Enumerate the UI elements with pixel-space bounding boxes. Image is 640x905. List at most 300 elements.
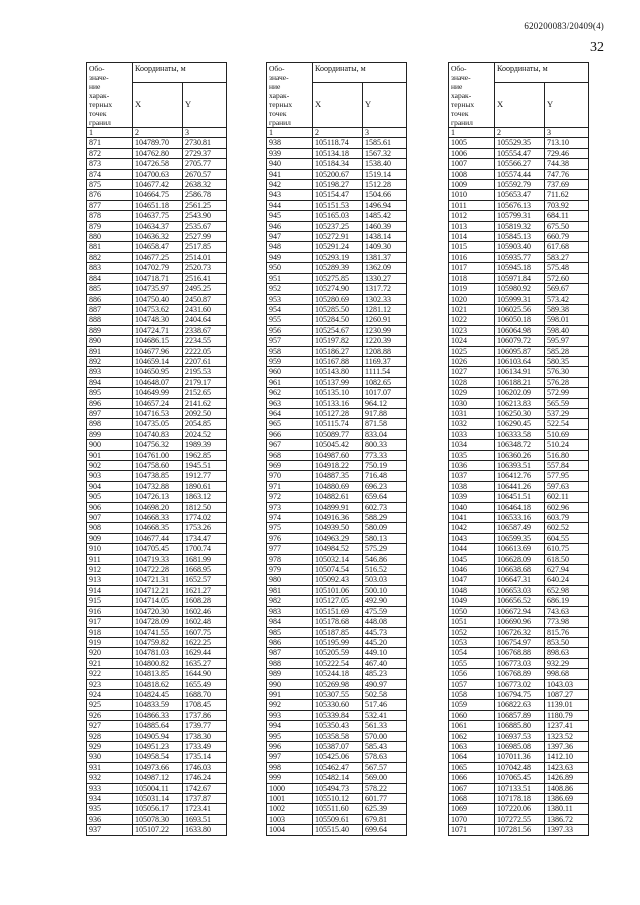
table-row [449, 773, 589, 783]
x-coordinate-cell: 104657.24 [133, 398, 183, 408]
table-row [267, 461, 407, 471]
header-coordinates-group: Координаты, м [495, 63, 589, 83]
table-row [267, 211, 407, 221]
point-number-cell: 1019 [449, 284, 495, 294]
table-row [87, 471, 227, 481]
x-coordinate-cell: 106754.97 [495, 637, 545, 647]
point-number-cell: 874 [87, 169, 133, 179]
table-row [87, 336, 227, 346]
point-number-cell: 957 [267, 336, 313, 346]
y-coordinate-cell: 1733.49 [183, 741, 227, 751]
y-coordinate-cell: 1111.54 [363, 367, 407, 377]
y-coordinate-cell: 1633.80 [183, 825, 227, 835]
table-row [267, 252, 407, 262]
table-row [449, 232, 589, 242]
table-row [87, 492, 227, 502]
y-coordinate-cell: 1945.51 [183, 461, 227, 471]
y-coordinate-cell: 510.69 [545, 429, 589, 439]
y-coordinate-cell: 716.48 [363, 471, 407, 481]
y-coordinate-cell: 595.97 [545, 336, 589, 346]
y-coordinate-cell: 2527.99 [183, 232, 227, 242]
x-coordinate-cell: 104702.79 [133, 263, 183, 273]
y-coordinate-cell: 588.29 [363, 513, 407, 523]
x-coordinate-cell: 105187.85 [313, 627, 363, 637]
x-coordinate-cell: 104781.03 [133, 648, 183, 658]
table-row [87, 377, 227, 387]
point-number-cell: 1004 [267, 825, 313, 835]
y-coordinate-cell: 1567.32 [363, 148, 407, 158]
point-number-cell: 883 [87, 263, 133, 273]
point-number-cell: 1008 [449, 169, 495, 179]
table-row [87, 585, 227, 595]
x-coordinate-cell: 105127.28 [313, 408, 363, 418]
point-number-cell: 1052 [449, 627, 495, 637]
x-coordinate-cell: 106064.98 [495, 325, 545, 335]
point-number-cell: 1057 [449, 679, 495, 689]
page-number: 32 [590, 40, 604, 55]
point-number-cell: 1068 [449, 794, 495, 804]
table-row [267, 273, 407, 283]
y-coordinate-cell: 583.27 [545, 252, 589, 262]
y-coordinate-cell: 502.58 [363, 689, 407, 699]
x-coordinate-cell: 104668.35 [133, 523, 183, 533]
x-coordinate-cell: 107042.48 [495, 762, 545, 772]
y-coordinate-cell: 684.11 [545, 211, 589, 221]
table-row [87, 513, 227, 523]
table-row [449, 159, 589, 169]
table-row [449, 627, 589, 637]
x-coordinate-cell: 105143.80 [313, 367, 363, 377]
point-number-cell: 890 [87, 336, 133, 346]
point-number-cell: 897 [87, 408, 133, 418]
table-row [87, 721, 227, 731]
table-row [87, 533, 227, 543]
y-coordinate-cell: 573.42 [545, 294, 589, 304]
table-row [449, 180, 589, 190]
table-row [267, 585, 407, 595]
point-number-cell: 913 [87, 575, 133, 585]
x-coordinate-cell: 104973.66 [133, 762, 183, 772]
point-number-cell: 988 [267, 658, 313, 668]
x-coordinate-cell: 106290.45 [495, 419, 545, 429]
point-number-cell: 1045 [449, 554, 495, 564]
y-coordinate-cell: 1735.14 [183, 752, 227, 762]
point-number-cell: 1051 [449, 617, 495, 627]
y-coordinate-cell: 1746.03 [183, 762, 227, 772]
header-point-designation: Обо- значе- ние харак- терных точек гранил [449, 63, 495, 128]
point-number-cell: 983 [267, 606, 313, 616]
point-number-cell: 1027 [449, 367, 495, 377]
x-coordinate-cell: 104651.18 [133, 200, 183, 210]
x-coordinate-cell: 105031.14 [133, 794, 183, 804]
y-coordinate-cell: 1812.50 [183, 502, 227, 512]
table-row [267, 575, 407, 585]
x-coordinate-cell: 107281.56 [495, 825, 545, 835]
table-row [87, 315, 227, 325]
table-row [449, 502, 589, 512]
y-coordinate-cell: 744.38 [545, 159, 589, 169]
column-index: 3 [183, 128, 227, 138]
table-row [449, 752, 589, 762]
y-coordinate-cell: 1082.65 [363, 377, 407, 387]
point-number-cell: 902 [87, 461, 133, 471]
table-row [267, 148, 407, 158]
x-coordinate-cell: 105167.88 [313, 356, 363, 366]
x-coordinate-cell: 105092.43 [313, 575, 363, 585]
point-number-cell: 1000 [267, 783, 313, 793]
point-number-cell: 939 [267, 148, 313, 158]
point-number-cell: 894 [87, 377, 133, 387]
y-coordinate-cell: 602.52 [545, 523, 589, 533]
y-coordinate-cell: 773.98 [545, 617, 589, 627]
point-number-cell: 1006 [449, 148, 495, 158]
x-coordinate-cell: 105198.27 [313, 180, 363, 190]
x-coordinate-cell: 107133.51 [495, 783, 545, 793]
y-coordinate-cell: 1381.37 [363, 252, 407, 262]
x-coordinate-cell: 104677.44 [133, 533, 183, 543]
y-coordinate-cell: 743.63 [545, 606, 589, 616]
point-number-cell: 964 [267, 408, 313, 418]
x-coordinate-cell: 106857.89 [495, 710, 545, 720]
point-number-cell: 949 [267, 252, 313, 262]
point-number-cell: 956 [267, 325, 313, 335]
point-number-cell: 979 [267, 565, 313, 575]
table-row [267, 398, 407, 408]
table-row [449, 689, 589, 699]
x-coordinate-cell: 106599.35 [495, 533, 545, 543]
x-coordinate-cell: 105999.31 [495, 294, 545, 304]
table-row [267, 554, 407, 564]
x-coordinate-cell: 105269.98 [313, 679, 363, 689]
table-row [267, 533, 407, 543]
point-number-cell: 1031 [449, 408, 495, 418]
point-number-cell: 972 [267, 492, 313, 502]
x-coordinate-cell: 104721.31 [133, 575, 183, 585]
point-number-cell: 1041 [449, 513, 495, 523]
point-number-cell: 987 [267, 648, 313, 658]
table-row [87, 211, 227, 221]
point-number-cell: 1026 [449, 356, 495, 366]
x-coordinate-cell: 104905.94 [133, 731, 183, 741]
x-coordinate-cell: 105845.13 [495, 232, 545, 242]
point-number-cell: 1060 [449, 710, 495, 720]
x-coordinate-cell: 106441.26 [495, 481, 545, 491]
y-coordinate-cell: 1260.91 [363, 315, 407, 325]
point-number-cell: 1013 [449, 221, 495, 231]
point-number-cell: 879 [87, 221, 133, 231]
point-number-cell: 929 [87, 741, 133, 751]
x-coordinate-cell: 105056.17 [133, 804, 183, 814]
table-row [449, 710, 589, 720]
y-coordinate-cell: 2450.87 [183, 294, 227, 304]
point-number-cell: 991 [267, 689, 313, 699]
y-coordinate-cell: 2092.50 [183, 408, 227, 418]
table-row [267, 232, 407, 242]
x-coordinate-cell: 104712.21 [133, 585, 183, 595]
table-row [267, 783, 407, 793]
y-coordinate-cell: 1323.52 [545, 731, 589, 741]
x-coordinate-cell: 106079.72 [495, 336, 545, 346]
table-row [267, 429, 407, 439]
y-coordinate-cell: 2543.90 [183, 211, 227, 221]
header-x: X [495, 83, 545, 128]
point-number-cell: 1064 [449, 752, 495, 762]
x-coordinate-cell: 104882.61 [313, 492, 363, 502]
point-number-cell: 967 [267, 440, 313, 450]
point-number-cell: 896 [87, 398, 133, 408]
table-row [449, 762, 589, 772]
column-index-row [267, 128, 407, 138]
y-coordinate-cell: 602.96 [545, 502, 589, 512]
y-coordinate-cell: 1538.40 [363, 159, 407, 169]
x-coordinate-cell: 104987.60 [313, 450, 363, 460]
point-number-cell: 1024 [449, 336, 495, 346]
table-row [449, 148, 589, 158]
y-coordinate-cell: 750.19 [363, 461, 407, 471]
table-row [267, 346, 407, 356]
point-number-cell: 895 [87, 388, 133, 398]
table-row [267, 492, 407, 502]
point-number-cell: 1012 [449, 211, 495, 221]
y-coordinate-cell: 1652.57 [183, 575, 227, 585]
point-number-cell: 1015 [449, 242, 495, 252]
point-number-cell: 1036 [449, 461, 495, 471]
table-row [87, 762, 227, 772]
y-coordinate-cell: 578.63 [363, 752, 407, 762]
y-coordinate-cell: 2179.17 [183, 377, 227, 387]
table-row [449, 221, 589, 231]
table-row [87, 284, 227, 294]
point-number-cell: 914 [87, 585, 133, 595]
y-coordinate-cell: 1460.39 [363, 221, 407, 231]
column-index: 2 [495, 128, 545, 138]
table-row [87, 294, 227, 304]
point-number-cell: 931 [87, 762, 133, 772]
point-number-cell: 878 [87, 211, 133, 221]
x-coordinate-cell: 104705.45 [133, 544, 183, 554]
point-number-cell: 975 [267, 523, 313, 533]
y-coordinate-cell: 1169.37 [363, 356, 407, 366]
point-number-cell: 884 [87, 273, 133, 283]
y-coordinate-cell: 1912.77 [183, 471, 227, 481]
point-number-cell: 920 [87, 648, 133, 658]
y-coordinate-cell: 1700.74 [183, 544, 227, 554]
point-number-cell: 997 [267, 752, 313, 762]
y-coordinate-cell: 1139.01 [545, 700, 589, 710]
point-number-cell: 1028 [449, 377, 495, 387]
x-coordinate-cell: 104951.23 [133, 741, 183, 751]
x-coordinate-cell: 105089.77 [313, 429, 363, 439]
table-row [267, 627, 407, 637]
table-row [87, 700, 227, 710]
point-number-cell: 970 [267, 471, 313, 481]
y-coordinate-cell: 2514.01 [183, 252, 227, 262]
y-coordinate-cell: 503.03 [363, 575, 407, 585]
table-row [87, 398, 227, 408]
point-number-cell: 980 [267, 575, 313, 585]
y-coordinate-cell: 585.43 [363, 741, 407, 751]
x-coordinate-cell: 104648.07 [133, 377, 183, 387]
point-number-cell: 1011 [449, 200, 495, 210]
header-coordinates-group: Координаты, м [313, 63, 407, 83]
x-coordinate-cell: 105274.90 [313, 284, 363, 294]
y-coordinate-cell: 2705.77 [183, 159, 227, 169]
table-row [449, 211, 589, 221]
x-coordinate-cell: 104718.71 [133, 273, 183, 283]
point-number-cell: 953 [267, 294, 313, 304]
x-coordinate-cell: 104677.96 [133, 346, 183, 356]
x-coordinate-cell: 105205.59 [313, 648, 363, 658]
table-row [449, 575, 589, 585]
x-coordinate-cell: 105275.85 [313, 273, 363, 283]
y-coordinate-cell: 1409.30 [363, 242, 407, 252]
table-row [449, 346, 589, 356]
table-row [87, 263, 227, 273]
y-coordinate-cell: 598.40 [545, 325, 589, 335]
table-row [87, 180, 227, 190]
point-number-cell: 888 [87, 315, 133, 325]
y-coordinate-cell: 580.35 [545, 356, 589, 366]
point-number-cell: 1023 [449, 325, 495, 335]
x-coordinate-cell: 105151.53 [313, 200, 363, 210]
x-coordinate-cell: 106613.69 [495, 544, 545, 554]
x-coordinate-cell: 104866.33 [133, 710, 183, 720]
y-coordinate-cell: 1738.30 [183, 731, 227, 741]
table-row [449, 648, 589, 658]
x-coordinate-cell: 106134.91 [495, 367, 545, 377]
y-coordinate-cell: 492.90 [363, 596, 407, 606]
table-row [267, 544, 407, 554]
table-row [449, 669, 589, 679]
point-number-cell: 917 [87, 617, 133, 627]
table-row [449, 408, 589, 418]
x-coordinate-cell: 104740.83 [133, 429, 183, 439]
coordinate-table-1 [86, 62, 227, 836]
point-number-cell: 877 [87, 200, 133, 210]
table-row [267, 450, 407, 460]
table-row [449, 617, 589, 627]
x-coordinate-cell: 106103.64 [495, 356, 545, 366]
y-coordinate-cell: 2141.62 [183, 398, 227, 408]
table-row [87, 752, 227, 762]
y-coordinate-cell: 1496.94 [363, 200, 407, 210]
point-number-cell: 1055 [449, 658, 495, 668]
table-row [267, 502, 407, 512]
table-row [449, 461, 589, 471]
x-coordinate-cell: 106726.32 [495, 627, 545, 637]
x-coordinate-cell: 104916.36 [313, 513, 363, 523]
point-number-cell: 1035 [449, 450, 495, 460]
y-coordinate-cell: 1962.85 [183, 450, 227, 460]
y-coordinate-cell: 800.33 [363, 440, 407, 450]
table-row [267, 721, 407, 731]
y-coordinate-cell: 1693.51 [183, 814, 227, 824]
table-row [449, 419, 589, 429]
x-coordinate-cell: 105307.55 [313, 689, 363, 699]
point-number-cell: 977 [267, 544, 313, 554]
point-number-cell: 893 [87, 367, 133, 377]
table-row [267, 325, 407, 335]
point-number-cell: 885 [87, 284, 133, 294]
point-number-cell: 1062 [449, 731, 495, 741]
table-row [449, 741, 589, 751]
point-number-cell: 1063 [449, 741, 495, 751]
y-coordinate-cell: 2495.25 [183, 284, 227, 294]
point-number-cell: 951 [267, 273, 313, 283]
table-row [87, 554, 227, 564]
y-coordinate-cell: 1519.14 [363, 169, 407, 179]
table-row [449, 242, 589, 252]
y-coordinate-cell: 467.40 [363, 658, 407, 668]
x-coordinate-cell: 106250.30 [495, 408, 545, 418]
y-coordinate-cell: 1087.27 [545, 689, 589, 699]
x-coordinate-cell: 104650.95 [133, 367, 183, 377]
table-row [87, 669, 227, 679]
table-row [267, 356, 407, 366]
point-number-cell: 1029 [449, 388, 495, 398]
point-number-cell: 940 [267, 159, 313, 169]
y-coordinate-cell: 833.04 [363, 429, 407, 439]
table-row [87, 346, 227, 356]
y-coordinate-cell: 1753.26 [183, 523, 227, 533]
x-coordinate-cell: 105115.74 [313, 419, 363, 429]
y-coordinate-cell: 617.68 [545, 242, 589, 252]
point-number-cell: 932 [87, 773, 133, 783]
y-coordinate-cell: 602.11 [545, 492, 589, 502]
y-coordinate-cell: 2024.52 [183, 429, 227, 439]
x-coordinate-cell: 105244.18 [313, 669, 363, 679]
x-coordinate-cell: 105151.69 [313, 606, 363, 616]
table-row [449, 804, 589, 814]
x-coordinate-cell: 104818.62 [133, 679, 183, 689]
x-coordinate-cell: 106360.26 [495, 450, 545, 460]
point-number-cell: 926 [87, 710, 133, 720]
y-coordinate-cell: 576.28 [545, 377, 589, 387]
point-number-cell: 903 [87, 471, 133, 481]
point-number-cell: 1018 [449, 273, 495, 283]
y-coordinate-cell: 686.19 [545, 596, 589, 606]
y-coordinate-cell: 1602.48 [183, 617, 227, 627]
x-coordinate-cell: 105197.82 [313, 336, 363, 346]
header-point-designation: Обо- значе- ние харак- терных точек гранил [87, 63, 133, 128]
x-coordinate-cell: 104800.82 [133, 658, 183, 668]
y-coordinate-cell: 711.62 [545, 190, 589, 200]
x-coordinate-cell: 106690.96 [495, 617, 545, 627]
table-row [267, 825, 407, 835]
point-number-cell: 1009 [449, 180, 495, 190]
point-number-cell: 922 [87, 669, 133, 679]
table-row [267, 804, 407, 814]
x-coordinate-cell: 106768.88 [495, 648, 545, 658]
y-coordinate-cell: 569.00 [363, 773, 407, 783]
table-row [449, 138, 589, 148]
y-coordinate-cell: 932.29 [545, 658, 589, 668]
table-row [267, 679, 407, 689]
table-row [267, 481, 407, 491]
x-coordinate-cell: 105135.10 [313, 388, 363, 398]
x-coordinate-cell: 106768.89 [495, 669, 545, 679]
y-coordinate-cell: 964.12 [363, 398, 407, 408]
x-coordinate-cell: 106050.18 [495, 315, 545, 325]
x-coordinate-cell: 105280.69 [313, 294, 363, 304]
x-coordinate-cell: 104658.47 [133, 242, 183, 252]
x-coordinate-cell: 105945.18 [495, 263, 545, 273]
y-coordinate-cell: 449.10 [363, 648, 407, 658]
x-coordinate-cell: 105515.40 [313, 825, 363, 835]
x-coordinate-cell: 105137.99 [313, 377, 363, 387]
point-number-cell: 924 [87, 689, 133, 699]
table-row [449, 450, 589, 460]
